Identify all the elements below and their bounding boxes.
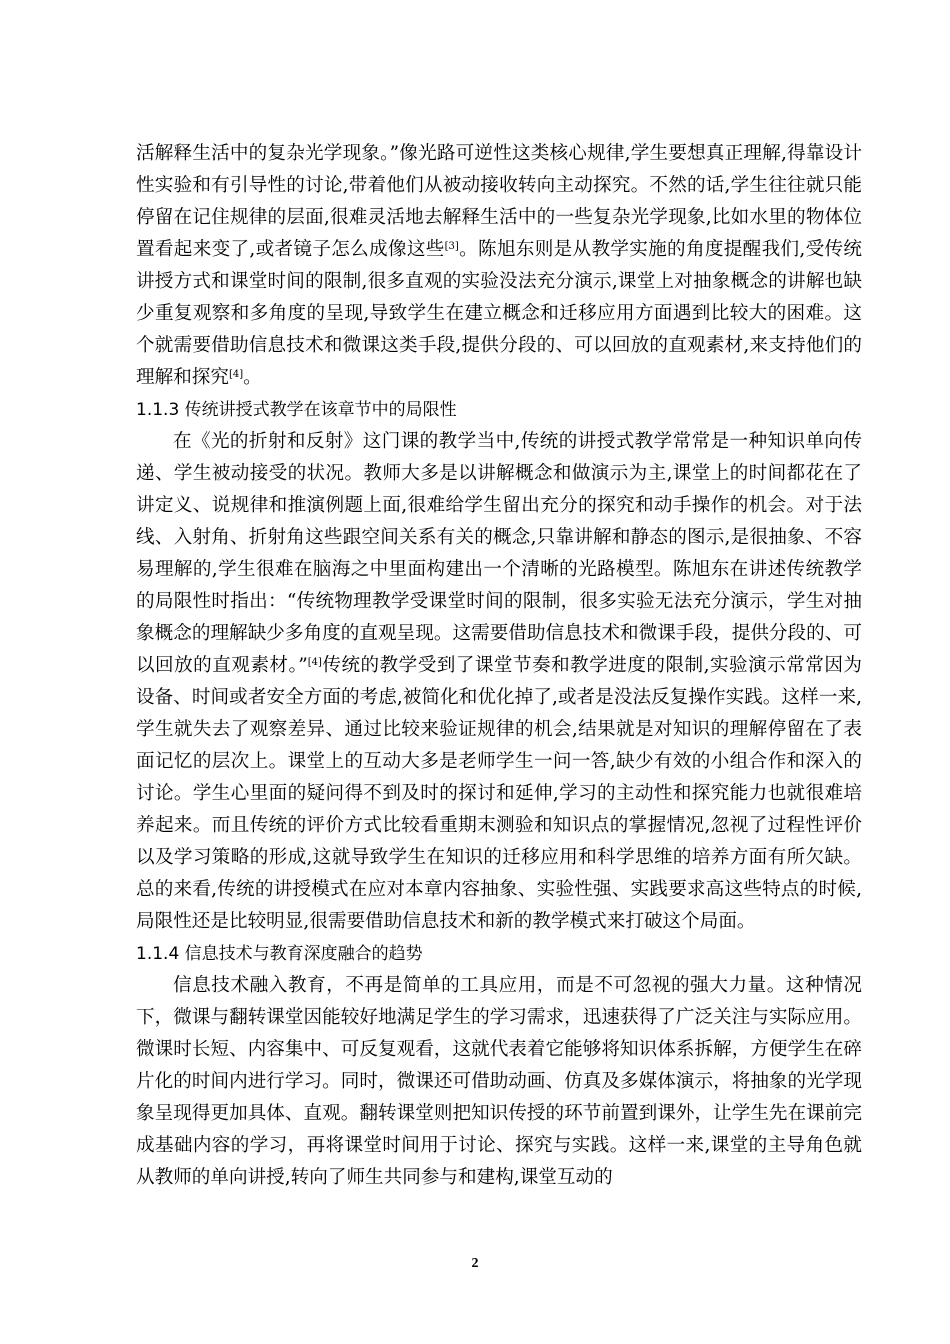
citation-ref: [4] [228, 369, 244, 380]
document-body [136, 138, 862, 1194]
text-span: 。陈旭东则是从教学实施的角度提醒我们,受传统讲授方式和课堂时间的限制,很多直观的实验没法充分演示,课堂上对抽象概念的讲解也缺少重复观察和多角度的呈现,导致学生在建立概念和迁移应用方面遇到比较大的困难。这个就需要借助信息技术和微课这类手段,提供分段的、可以回放的直观素材,来支持他们的理解和探究 [136, 239, 862, 388]
text-span: 活解释生活中的复杂光学现象。”像光路可逆性这类核心规律,学生要想真正理解,得靠设计性实验和有引导性的讨论,带着他们从被动接收转向主动探究。不然的话,学生往往就只能停留在记住规律的层面,很难灵活地去解释生活中的一些复杂光学现象,比如水里的物体位置看起来变了,或者镜子怎么成像这些 [136, 143, 862, 260]
paragraph-it-integration: 信息技术融入教育，不再是简单的工具应用，而是不可忽视的强大力量。这种情况下，微课与翻转课堂因能较好地满足学生的学习需求，迅速获得了广泛关注与实际应用。微课时长短、内容集中、可反复观看，这就代表着它能够将知识体系拆解，方便学生在碎片化的时间内进行学习。同时，微课还可借助动画、仿真及多媒体演示，将抽象的光学现象呈现得更加具体、直观。翻转课堂则把知识传授的环节前置到课外，让学生先在课前完成基础内容的学习，再将课堂时间用于讨论、探究与实践。这样一来,课堂的主导角色就从教师的单向讲授,转向了师生共同参与和建构,课堂互动的 [136, 975, 862, 1188]
section-heading-1-1-3: 1.1.3 传统讲授式教学在该章节中的局限性 [136, 400, 457, 420]
paragraph-traditional-teaching [136, 426, 862, 938]
citation-ref: [3] [444, 241, 459, 252]
citation-ref: [4] [307, 657, 322, 668]
paragraph-continued [136, 138, 862, 394]
text-span: 在《光的折射和反射》这门课的教学当中,传统的讲授式教学常常是一种知识单向传递、学生被动接受的状况。教师大多是以讲解概念和做演示为主,课堂上的时间都花在了讲定义、说规律和推演例题上面,很难给学生留出充分的探究和动手操作的机会。对于法线、入射角、折射角这些跟空间关系有关的概念,只靠讲解和静态的图示,是很抽象、不容易理解的,学生很难在脑海之中里面构建出一个清晰的光路模型。陈旭东在讲述传统教学的局限性时指出：“传统物理教学受课堂时间的限制，很多实验无法充分演示，学生对抽象概念的理解缺少多角度的直观呈现。这需要借助信息技术和微课手段，提供分段的、可以回放的直观素材。” [136, 431, 862, 676]
text-span: 传统的教学受到了课堂节奏和教学进度的限制,实验演示常常因为设备、时间或者安全方面的考虑,被简化和优化掉了,或者是没法反复操作实践。这样一来,学生就失去了观察差异、通过比较来验证规律的机会,结果就是对知识的理解停留在了表面记忆的层次上。课堂上的互动大多是老师学生一问一答,缺少有效的小组合作和深入的讨论。学生心里面的疑问得不到及时的探讨和延伸,学习的主动性和探究能力也就很难培养起来。而且传统的评价方式比较看重期末测验和知识点的掌握情况,忽视了过程性评价以及学习策略的形成,这就导致学生在知识的迁移应用和科学思维的培养方面有所欠缺。总的来看,传统的讲授模式在应对本章内容抽象、实验性强、实践要求高这些特点的时候,局限性还是比较明显,很需要借助信息技术和新的教学模式来打破这个局面。 [136, 655, 862, 932]
text-span: 。 [243, 367, 262, 388]
section-heading-1-1-4: 1.1.4 信息技术与教育深度融合的趋势 [136, 944, 423, 964]
page-number: 2 [471, 1256, 479, 1271]
